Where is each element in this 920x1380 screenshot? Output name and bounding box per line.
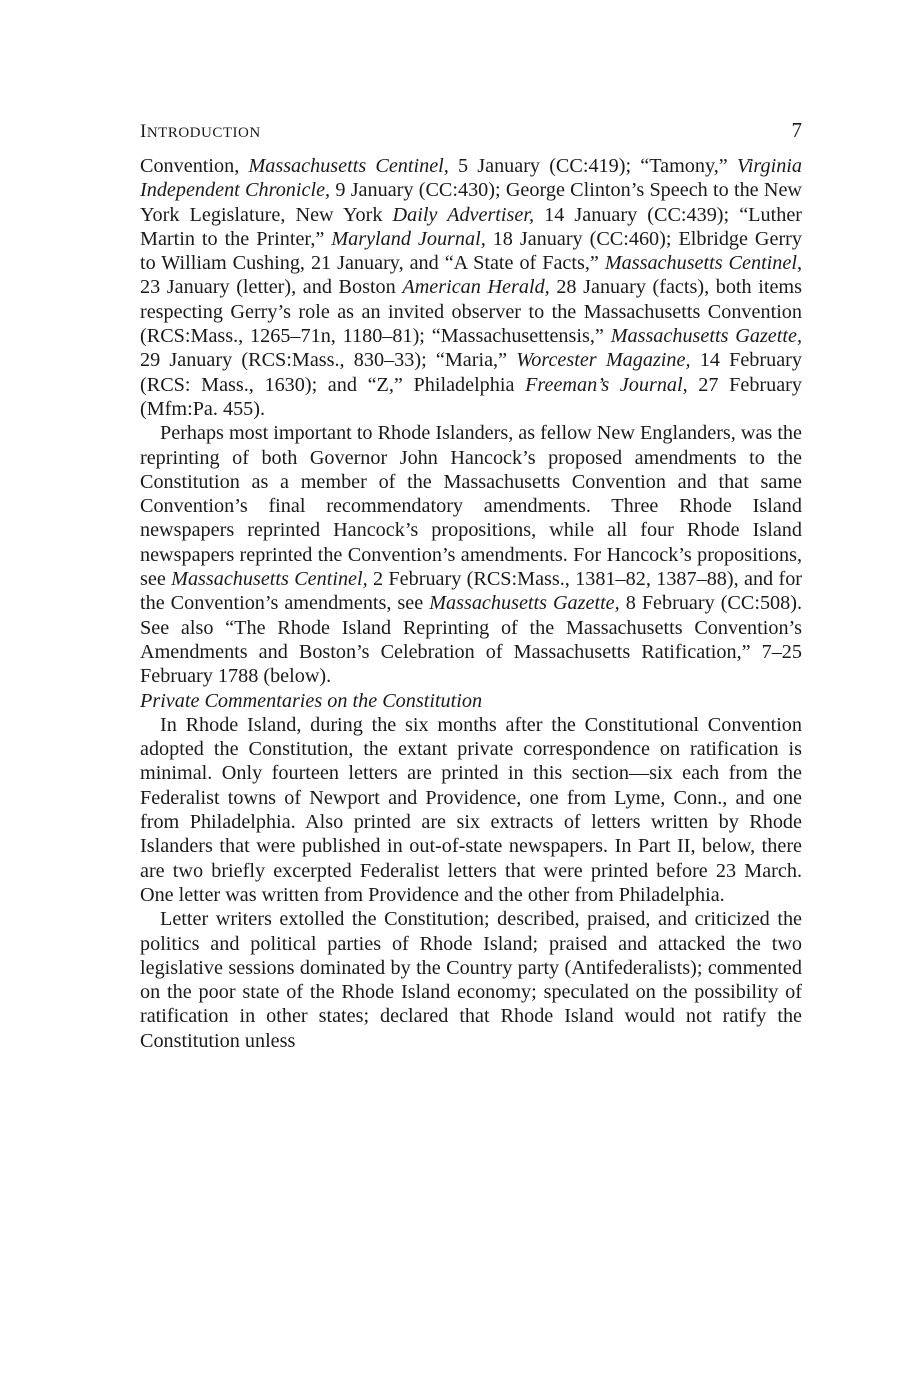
italic-title: Massachusetts Centinel, bbox=[171, 568, 368, 591]
italic-title: Massachusetts Centinel, bbox=[604, 252, 802, 275]
italic-title: Massachusetts Gazette, bbox=[610, 325, 802, 348]
italic-title: Worcester Magazine, bbox=[516, 349, 691, 372]
paragraph-letter-writers bbox=[140, 907, 802, 1053]
text-run: 14 February (RCS: Mass., 1630); and “Z,” Philadelphia bbox=[140, 349, 802, 396]
text-run: Convention, bbox=[140, 155, 249, 177]
text-run: Letter writers extolled the Constitution; described, praised, and criticized the politics and political parties of Rhode Island; praised and attacked the two legislative sessions dominated by the Country party (Antifederalists); commented on the poor state of the Rhode Island economy; speculated on the possibility of ratification in other states; declared that Rhode Island would not ratify the Constitution unless bbox=[140, 908, 802, 1052]
text-run: 29 January (RCS:Mass., 830–33); “Maria,” bbox=[140, 349, 517, 372]
text-run: 27 February (Mfm:Pa. 455). bbox=[140, 373, 803, 420]
italic-title: Massachusetts Centinel, bbox=[248, 155, 449, 177]
paragraph-private-commentaries bbox=[140, 713, 802, 907]
italic-title: Daily Advertiser, bbox=[392, 203, 535, 226]
text-run: 14 January (CC:439); “Luther Martin to the Printer,” bbox=[140, 203, 802, 250]
text-run: 28 January (facts), both items respecting Gerry’s role as an invited observer to the Massachusetts Convention (RCS:Mass., 1265–71n, 1180–81); “Massachusettensis,” bbox=[140, 276, 802, 348]
document-page bbox=[140, 118, 802, 1053]
italic-title: Freeman’s Journal, bbox=[525, 373, 688, 396]
italic-title: Massachusetts Gazette, bbox=[429, 592, 620, 615]
section-heading: Private Commentaries on the Constitution bbox=[140, 689, 483, 712]
body-text bbox=[140, 154, 802, 1053]
italic-title: Virginia Independent Chronicle, bbox=[140, 155, 802, 202]
italic-title: American Herald, bbox=[402, 276, 550, 299]
text-run: 9 January (CC:430); George Clinton’s Speech to the New York Legislature, New York bbox=[140, 179, 803, 226]
running-head-title bbox=[140, 121, 261, 143]
running-head-rest: NTRODUCTION bbox=[146, 125, 261, 141]
text-run: 8 February (CC:508). See also “The Rhode Island Reprinting of the Massachusetts Convention’s Amendments and Boston’s Celebration of Massachusetts Ratification,” 7–25 February 1788 (below). bbox=[140, 592, 803, 688]
italic-title: Maryland Journal, bbox=[331, 227, 486, 250]
page-number: 7 bbox=[791, 118, 802, 142]
text-run: 2 February (RCS:Mass., 1381–82, 1387–88), and for the Convention’s amendments, see bbox=[140, 568, 803, 615]
text-run: Perhaps most important to Rhode Islanders, as fellow New Englanders, was the reprinting of both Governor John Hancock’s proposed amendments to the Constitution as a member of the Massachusetts Convention and that same Convention’s final recommendatory amendments. Three Rhode Island newspapers reprinted Hancock’s propositions, while all four Rhode Island newspapers reprinted the Convention’s amendments. For Hancock’s propositions, see bbox=[140, 422, 802, 591]
text-run: 23 January (letter), and Boston bbox=[140, 276, 403, 299]
text-run: 18 January (CC:460); Elbridge Gerry to William Cushing, 21 January, and “A State of Facts,” bbox=[140, 227, 803, 275]
text-run: In Rhode Island, during the six months after the Constitutional Convention adopted the Constitution, the extant private correspondence on ratification is minimal. Only fourteen letters are printed in this section—six each from the Federalist towns of Newport and Providence, one from Lyme, Conn., and one from Philadelphia. Also printed are six extracts of letters written by Rhode Islanders that were published in out-of-state newspapers. In Part II, below, there are two briefly excerpted Federalist letters that were printed before 23 March. One letter was written from Providence and the other from Philadelphia. bbox=[140, 713, 802, 906]
text-run: 5 January (CC:419); “Tamony,” bbox=[448, 155, 737, 177]
paragraph-reprinting bbox=[140, 421, 802, 688]
running-head bbox=[140, 118, 802, 154]
running-head-initial: I bbox=[140, 121, 147, 142]
paragraph-continuation bbox=[140, 154, 802, 421]
